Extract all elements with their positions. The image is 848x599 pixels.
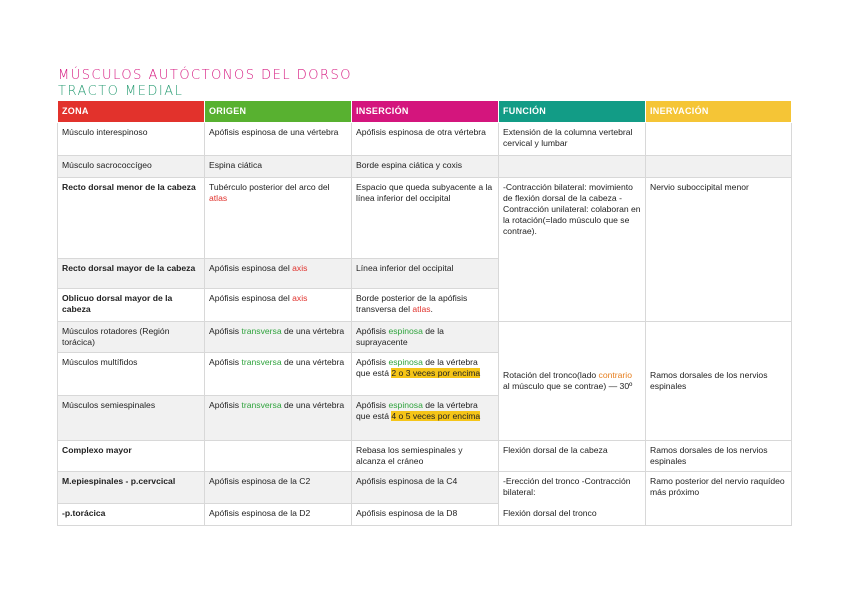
cell-funcion: -Erección del tronco -Contracción bilateral: Flexión dorsal del tronco — [499, 472, 646, 526]
cell-funcion: Rotación del tronco(lado contrario al músculo que se contrae) — 30º — [499, 322, 646, 441]
cell-zona: M.epiespinales - p.cervcical — [58, 472, 205, 504]
cell-inervacion — [646, 156, 792, 178]
cell-origen: Espina ciática — [205, 156, 352, 178]
cell-inervacion — [646, 123, 792, 156]
cell-inervacion: Nervio suboccipital menor — [646, 178, 792, 322]
cell-zona: Músculos multífidos — [58, 353, 205, 396]
cell-zona: Músculos rotadores (Región torácica) — [58, 322, 205, 353]
cell-inervacion: Ramos dorsales de los nervios espinales — [646, 441, 792, 472]
cell-inervacion: Ramo posterior del nervio raquídeo más próximo — [646, 472, 792, 526]
cell-insercion: Apófisis espinosa de la vértebra que está 4 o 5 veces por encima — [352, 396, 499, 441]
cell-funcion: -Contracción bilateral: movimiento de flexión dorsal de la cabeza -Contracción unilateral: colaboran en la rotación(=lado músculo que se contrae). — [499, 178, 646, 322]
cell-origen: Apófisis espinosa del axis — [205, 259, 352, 289]
header-insercion: INSERCIÓN — [352, 101, 499, 123]
header-zona: ZONA — [58, 101, 205, 123]
cell-origen: Apófisis espinosa de la D2 — [205, 504, 352, 526]
cell-origen: Apófisis transversa de una vértebra — [205, 322, 352, 353]
cell-insercion: Apófisis espinosa de la D8 — [352, 504, 499, 526]
cell-funcion — [499, 156, 646, 178]
cell-origen: Apófisis espinosa de la C2 — [205, 472, 352, 504]
cell-insercion: Apófisis espinosa de la suprayacente — [352, 322, 499, 353]
cell-origen: Apófisis espinosa de una vértebra — [205, 123, 352, 156]
cell-inervacion: Ramos dorsales de los nervios espinales — [646, 322, 792, 441]
cell-insercion: Línea inferior del occipital — [352, 259, 499, 289]
table-row — [58, 123, 792, 156]
table-row — [58, 472, 792, 504]
cell-origen: Apófisis transversa de una vértebra — [205, 396, 352, 441]
cell-funcion: Flexión dorsal de la cabeza — [499, 441, 646, 472]
cell-insercion: Borde posterior de la apófisis transversa del atlas. — [352, 289, 499, 322]
cell-insercion: Espacio que queda subyacente a la línea inferior del occipital — [352, 178, 499, 259]
cell-zona: Recto dorsal menor de la cabeza — [58, 178, 205, 259]
cell-insercion: Apófisis espinosa de la vértebra que está 2 o 3 veces por encima — [352, 353, 499, 396]
cell-zona: Oblicuo dorsal mayor de la cabeza — [58, 289, 205, 322]
table-row — [58, 322, 792, 353]
cell-origen: Apófisis transversa de una vértebra — [205, 353, 352, 396]
cell-zona: Complexo mayor — [58, 441, 205, 472]
cell-zona: Músculo interespinoso — [58, 123, 205, 156]
cell-origen: Apófisis espinosa del axis — [205, 289, 352, 322]
cell-funcion: Extensión de la columna vertebral cervical y lumbar — [499, 123, 646, 156]
muscles-table — [57, 100, 792, 526]
header-origen: ORIGEN — [205, 101, 352, 123]
table-row — [58, 441, 792, 472]
header-funcion: FUNCIÓN — [499, 101, 646, 123]
cell-zona: -p.torácica — [58, 504, 205, 526]
cell-origen — [205, 441, 352, 472]
document-subtitle: TRACTO MEDIAL — [58, 84, 184, 99]
cell-insercion: Rebasa los semiespinales y alcanza el cráneo — [352, 441, 499, 472]
table-row — [58, 156, 792, 178]
table-header-row — [58, 101, 792, 123]
table-row — [58, 178, 792, 259]
document-title: MÚSCULOS AUTÓCTONOS DEL DORSO — [58, 68, 353, 83]
cell-zona: Músculo sacrococcígeo — [58, 156, 205, 178]
cell-origen: Tubérculo posterior del arco del atlas — [205, 178, 352, 259]
cell-zona: Músculos semiespinales — [58, 396, 205, 441]
cell-insercion: Apófisis espinosa de otra vértebra — [352, 123, 499, 156]
cell-insercion: Borde espina ciática y coxis — [352, 156, 499, 178]
cell-insercion: Apófisis espinosa de la C4 — [352, 472, 499, 504]
cell-zona: Recto dorsal mayor de la cabeza — [58, 259, 205, 289]
header-inervacion: INERVACIÓN — [646, 101, 792, 123]
